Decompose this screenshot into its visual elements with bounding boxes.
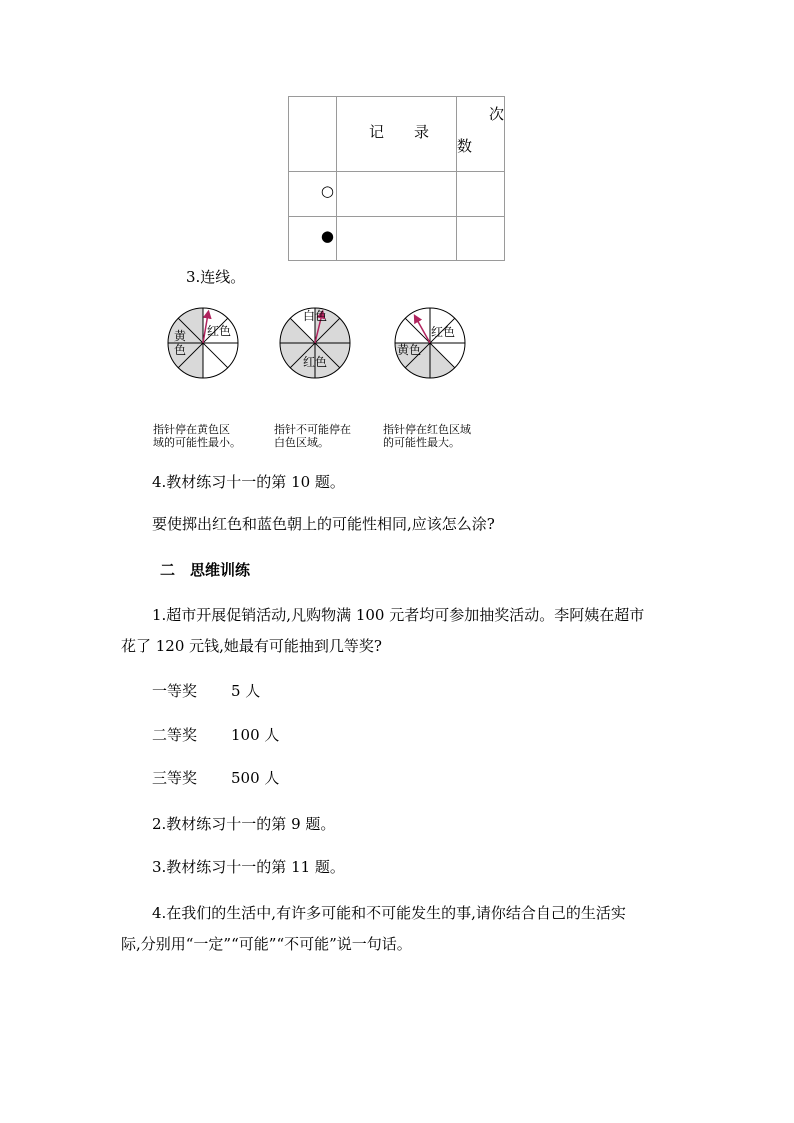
q3-title: 3.连线。	[186, 268, 246, 286]
statement-3	[383, 423, 471, 449]
spinner-3-label-a: 红色	[431, 325, 456, 339]
statement-2-line2: 白色区域。	[274, 436, 329, 449]
spinner-2-label-c: 红色	[303, 355, 328, 369]
statement-1	[153, 423, 241, 449]
table-cell	[457, 172, 505, 217]
spinner-1-label-c: 红色	[207, 324, 232, 338]
statement-3-line2: 的可能性最大。	[383, 436, 460, 449]
statement-1-line1: 指针停在黄色区	[153, 423, 230, 436]
spinner-1-label-b: 色	[174, 343, 187, 357]
prize-1-count: 5 人	[231, 682, 261, 700]
table-cell	[337, 217, 457, 261]
table-cell	[337, 172, 457, 217]
header-record-label: 记 录	[369, 123, 430, 141]
header-ci-label: 次	[488, 105, 504, 123]
prize-2-name: 二等奖	[152, 726, 198, 744]
s2-q1-line1: 1.超市开展促销活动,凡购物满 100 元者均可参加抽奖活动。李阿姨在超市	[152, 606, 645, 624]
prize-3-name: 三等奖	[152, 769, 198, 787]
statement-2	[274, 423, 351, 449]
prize-3-count: 500 人	[231, 769, 280, 787]
table-header-count	[457, 97, 505, 172]
statement-3-line1: 指针停在红色区域	[383, 423, 471, 436]
prize-1-name: 一等奖	[152, 682, 198, 700]
table-row-white-symbol	[289, 172, 337, 217]
spinner-3	[395, 308, 465, 378]
s2-q2: 2.教材练习十一的第 9 题。	[152, 815, 336, 833]
header-shu-label: 数	[457, 137, 473, 155]
spinner-1-label-a: 黄	[174, 329, 187, 343]
prize-2-count: 100 人	[231, 726, 280, 744]
spinners-figure	[160, 300, 480, 388]
q4-title: 4.教材练习十一的第 10 题。	[152, 473, 345, 491]
table-header-record	[337, 97, 457, 172]
s2-q3: 3.教材练习十一的第 11 题。	[152, 858, 345, 876]
s2-q4-line2: 际,分别用“一定”“可能”“不可能”说一句话。	[121, 935, 412, 953]
record-table	[288, 96, 505, 261]
statement-1-line2: 域的可能性最小。	[153, 436, 241, 449]
q4-text: 要使掷出红色和蓝色朝上的可能性相同,应该怎么涂?	[152, 515, 495, 533]
black-circle-icon: ●	[320, 227, 334, 245]
table-corner-cell	[289, 97, 337, 172]
spinner-2-label-a: 白色	[303, 309, 328, 323]
spinner-3-label-c: 黄色	[397, 343, 422, 357]
table-row-black-symbol	[289, 217, 337, 261]
s2-q1-line2: 花了 120 元钱,她最有可能抽到几等奖?	[121, 637, 382, 655]
s2-q4-line1: 4.在我们的生活中,有许多可能和不可能发生的事,请你结合自己的生活实	[152, 904, 626, 922]
white-circle-icon: ○	[320, 182, 334, 200]
section2-heading: 二 思维训练	[160, 561, 251, 579]
statement-2-line1: 指针不可能停在	[274, 423, 351, 436]
table-cell	[457, 217, 505, 261]
spinner-2	[280, 308, 350, 378]
spinner-1	[168, 308, 238, 378]
